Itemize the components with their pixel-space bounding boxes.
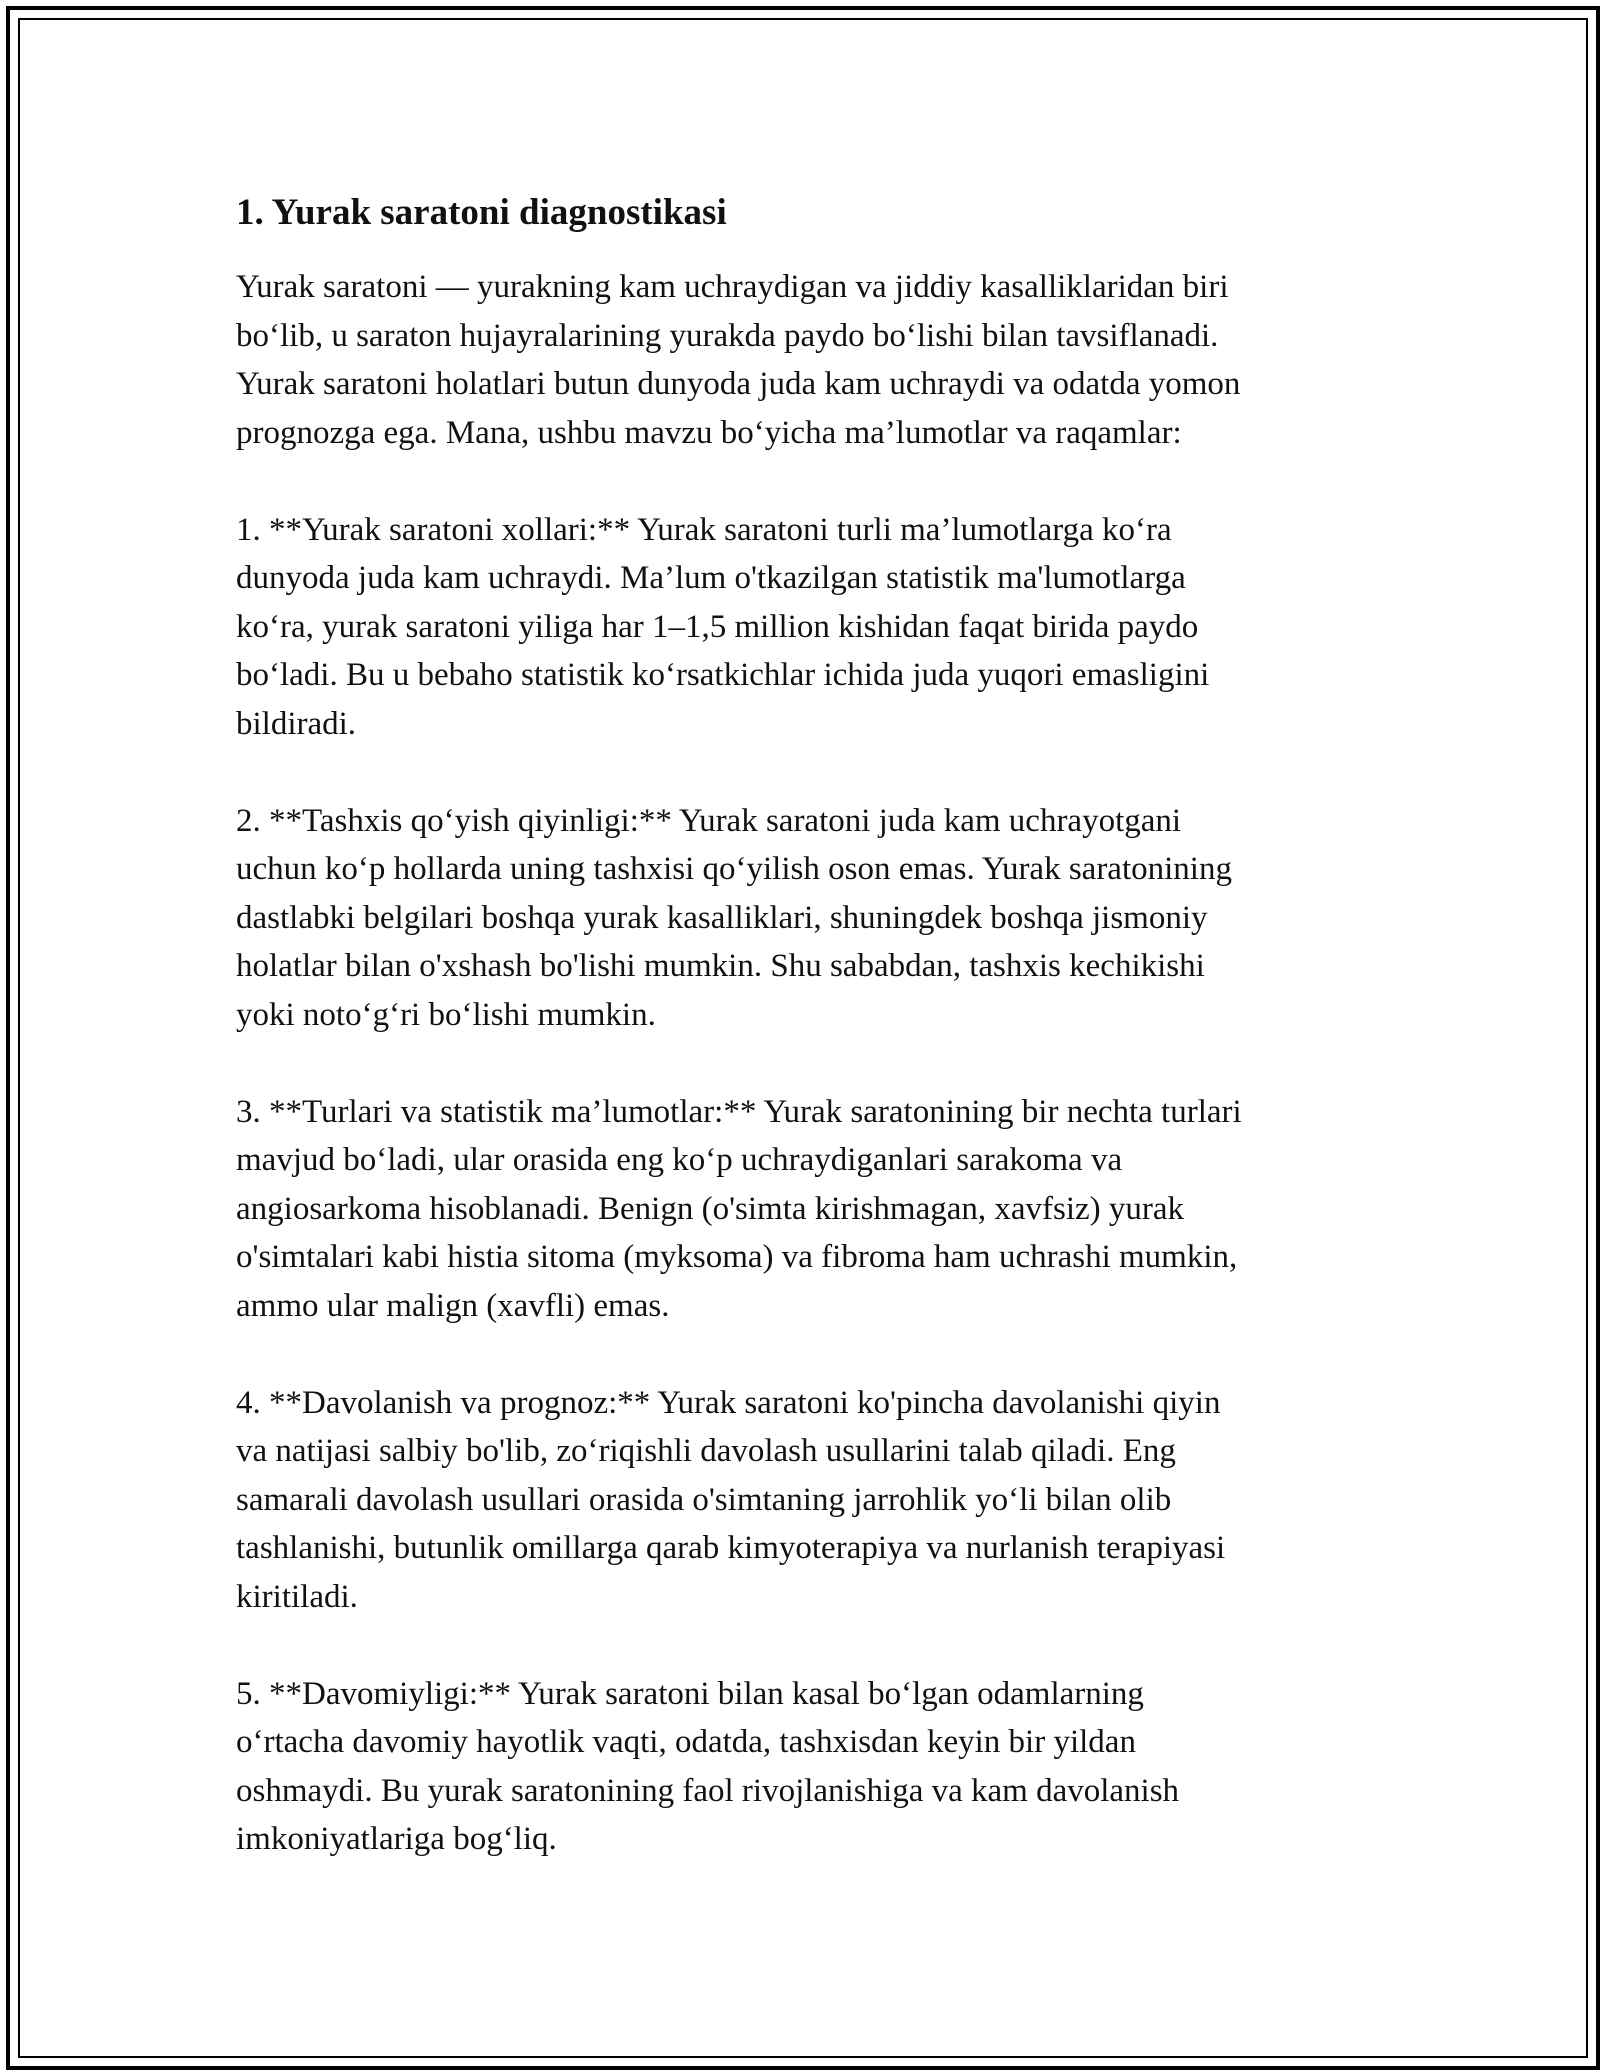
list-item-treatment-prognosis: 4. **Davolanish va prognoz:** Yurak saratoni ko'pincha davolanishi qiyin va natijasi salbiy bo'lib, zo‘riqishli davolash usullarini talab qiladi. Eng samarali davolash usullari orasida o'simtaning jarrohlik yo‘li bilan olib tashlanishi, butunlik omillarga qarab kimyoterapiya va nurlanish terapiyasi kiritiladi.: [236, 1384, 1226, 1615]
document-body: [236, 185, 1366, 1864]
paragraph-spacer: [236, 748, 1366, 797]
list-item-duration: 5. **Davomiyligi:** Yurak saratoni bilan kasal bo‘lgan odamlarning o‘rtacha davomiy hayotlik vaqti, odatda, tashxisdan keyin bir yildan oshmaydi. Bu yurak saratonining faol rivojlanishiga va kam davolanish imkoniyatlariga bog‘liq.: [236, 1675, 1180, 1857]
paragraph-spacer: [236, 457, 1366, 506]
document-title: 1. Yurak saratoni diagnostikasi: [236, 192, 727, 233]
paragraph-spacer: [236, 1330, 1366, 1379]
intro-paragraph: Yurak saratoni — yurakning kam uchraydigan va jiddiy kasalliklaridan biri bo‘lib, u saraton hujayralarining yurakda paydo bo‘lishi bilan tavsiflanadi. Yurak saratoni holatlari butun dunyoda juda kam uchraydi va odatda yomon prognozga ega. Mana, ushbu mavzu bo‘yicha ma’lumotlar va raqamlar:: [236, 269, 1241, 451]
paragraph-spacer: [236, 1621, 1366, 1670]
list-item-diagnosis-difficulty: 2. **Tashxis qo‘yish qiyinligi:** Yurak saratoni juda kam uchrayotgani uchun ko‘p hollarda uning tashxisi qo‘yilish oson emas. Yurak saratonining dastlabki belgilari boshqa yurak kasalliklari, shuningdek boshqa jismoniy holatlar bilan o'xshash bo'lishi mumkin. Shu sababdan, tashxis kechikishi yoki noto‘g‘ri bo‘lishi mumkin.: [236, 802, 1232, 1033]
paragraph-spacer: [236, 1039, 1366, 1088]
list-item-cases: 1. **Yurak saratoni xollari:** Yurak saratoni turli ma’lumotlarga ko‘ra dunyoda juda kam uchraydi. Ma’lum o'tkazilgan statistik ma'lumotlarga ko‘ra, yurak saratoni yiliga har 1–1,5 million kishidan faqat birida paydo bo‘ladi. Bu u bebaho statistik ko‘rsatkichlar ichida juda yuqori emasligini bildiradi.: [236, 511, 1210, 742]
list-item-types-statistics: 3. **Turlari va statistik ma’lumotlar:** Yurak saratonining bir nechta turlari mavjud bo‘ladi, ular orasida eng ko‘p uchraydiganlari sarakoma va angiosarkoma hisoblanadi. Benign (o'simta kirishmagan, xavfsiz) yurak o'simtalari kabi histia sitoma (myksoma) va fibroma ham uchrashi mumkin, ammo ular malign (xavfli) emas.: [236, 1093, 1242, 1324]
